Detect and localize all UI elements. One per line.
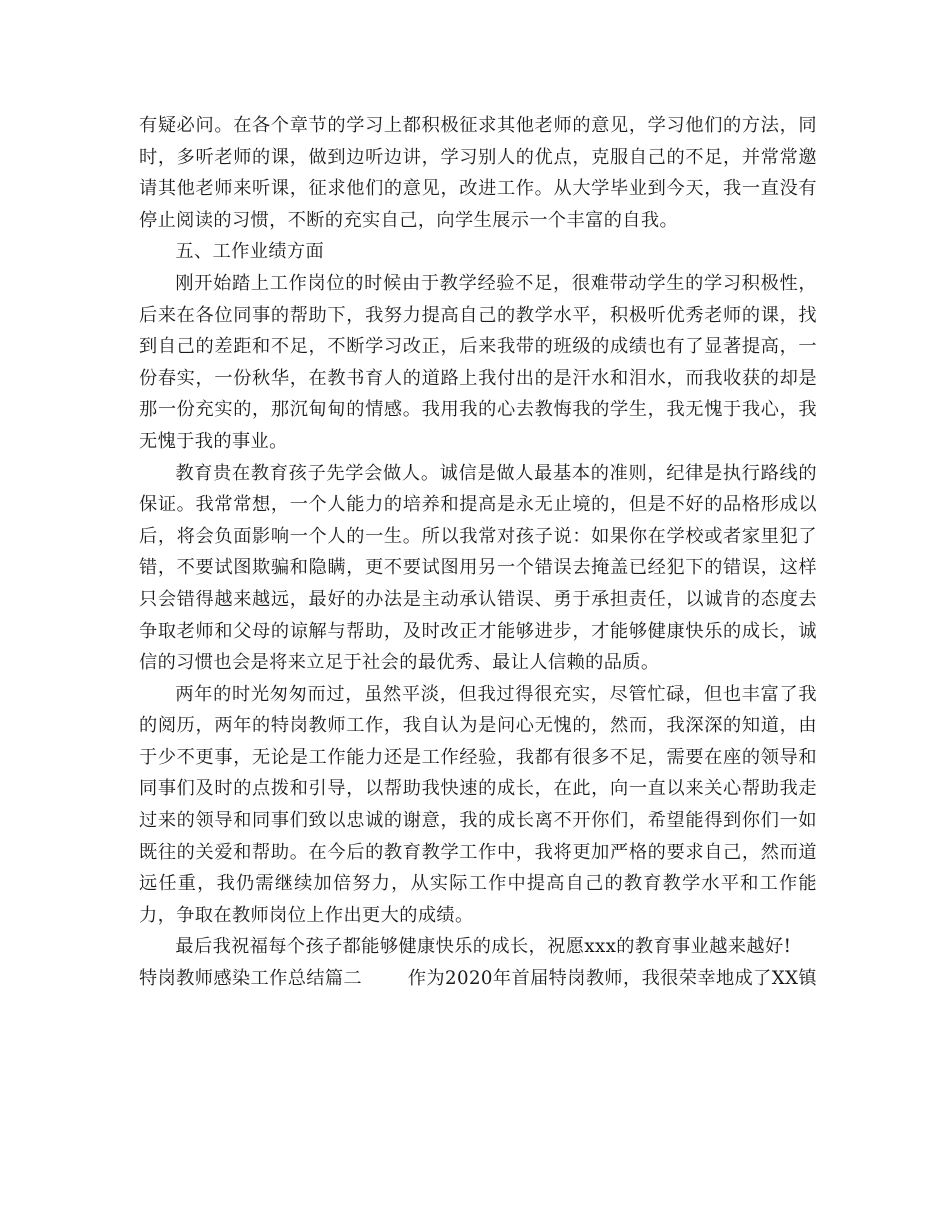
next-article-line bbox=[139, 963, 817, 995]
paragraph-2: 刚开始踏上工作岗位的时候由于教学经验不足，很难带动学生的学习积极性，后来在各位同事的帮助下，我努力提高自己的教学水平，积极听优秀老师的课，找到自己的差距和不足，不断学习改正，后来我带的班级的成绩也有了显著提高，一份春实，一份秋华，在教书育人的道路上我付出的是汗水和泪水，而我收获的却是那一份充实的，那沉甸甸的情感。我用我的心去教悔我的学生，我无愧于我心，我无愧于我的事业。 bbox=[139, 272, 817, 452]
paragraph-3: 教育贵在教育孩子先学会做人。诚信是做人最基本的准则，纪律是执行路线的保证。我常常想，一个人能力的培养和提高是永无止境的，但是不好的品格形成以后，将会负面影响一个人的一生。所以我常对孩子说：如果你在学校或者家里犯了错，不要试图欺骗和隐瞒，更不要试图用另一个错误去掩盖已经犯下的错误，这样只会错得越来越远，最好的办法是主动承认错误、勇于承担责任，以诚肯的态度去争取老师和父母的谅解与帮助，及时改正才能够进步，才能够健康快乐的成长，诚信的习惯也会是将来立足于社会的最优秀、最让人信赖的品质。 bbox=[139, 462, 817, 674]
paragraph-1: 有疑必问。在各个章节的学习上都积极征求其他老师的意见，学习他们的方法，同时，多听老师的课，做到边听边讲，学习别人的优点，克服自己的不足，并常常邀请其他老师来听课，征求他们的意见，改进工作。从大学毕业到今天，我一直没有停止阅读的习惯，不断的充实自己，向学生展示一个丰富的自我。 bbox=[139, 115, 817, 231]
paragraph-5: 最后我祝福每个孩子都能够健康快乐的成长，祝愿xxx的教育事业越来越好! bbox=[175, 936, 792, 958]
document-body bbox=[139, 110, 817, 995]
next-article-opening: 作为2020年首届特岗教师，我很荣幸地成了XX镇 bbox=[407, 968, 817, 990]
section-heading: 五、工作业绩方面 bbox=[175, 241, 325, 263]
paragraph-4: 两年的时光匆匆而过，虽然平淡，但我过得很充实，尽管忙碌，但也丰富了我的阅历，两年的特岗教师工作，我自认为是问心无愧的，然而，我深深的知道，由于少不更事，无论是工作能力还是工作经验，我都有很多不足，需要在座的领导和同事们及时的点拨和引导，以帮助我快速的成长，在此，向一直以来关心帮助我走过来的领导和同事们致以忠诚的谢意，我的成长离不开你们，希望能得到你们一如既往的关爱和帮助。在今后的教育教学工作中，我将更加严格的要求自己，然而道远任重，我仍需继续加倍努力，从实际工作中提高自己的教育教学水平和工作能力，争取在教师岗位上作出更大的成绩。 bbox=[139, 683, 817, 926]
next-article-title: 特岗教师感染工作总结篇二 bbox=[139, 968, 363, 990]
